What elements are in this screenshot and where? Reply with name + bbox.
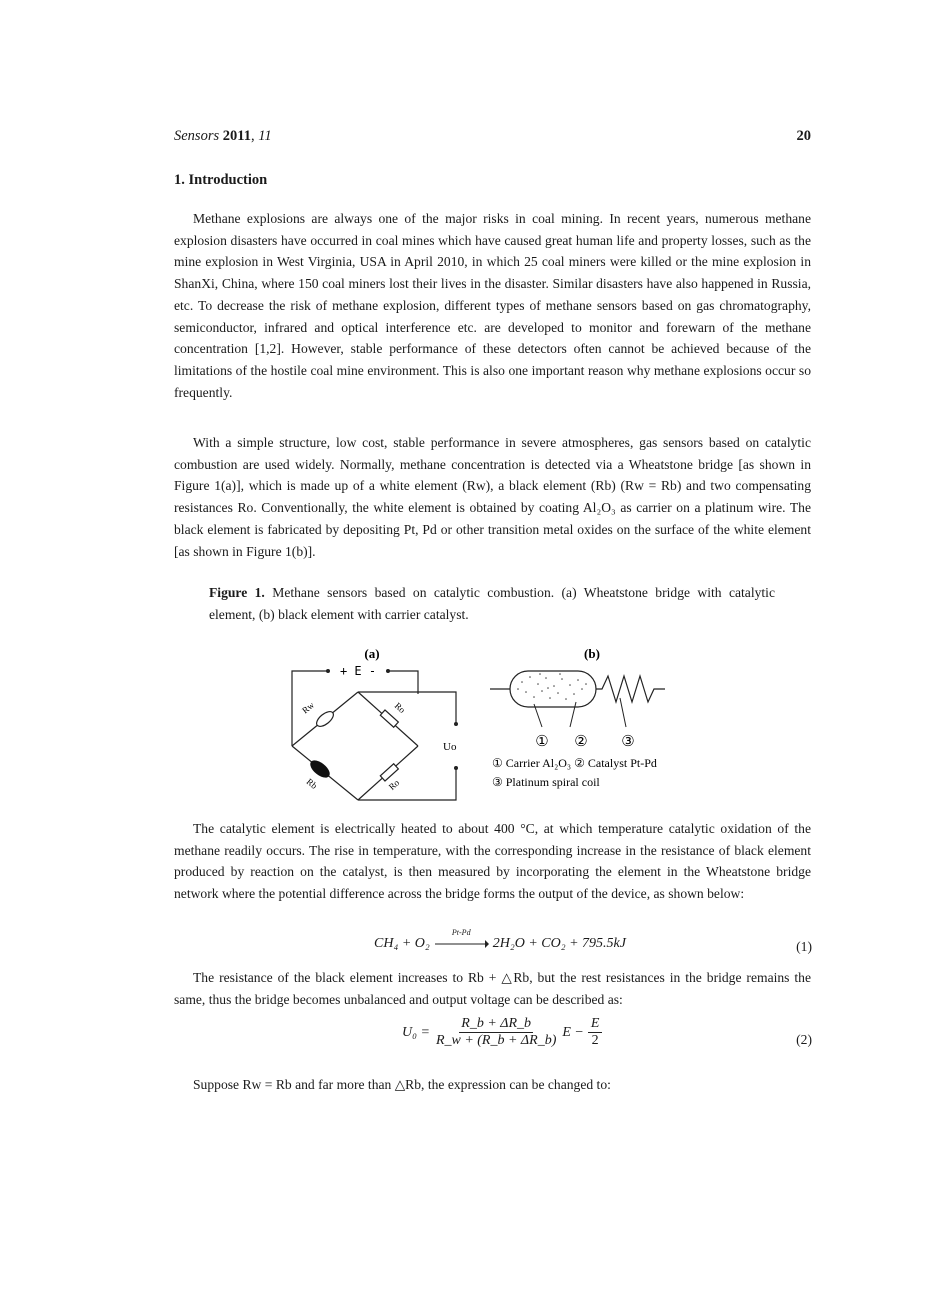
ro-bottom-resistor	[380, 764, 398, 781]
marker-2: ②	[574, 734, 588, 750]
equation-1	[374, 927, 626, 952]
paragraph-intro: Methane explosions are always one of the major risks in coal mining. In recent years, numerous methane explosion disasters have occurred in coal mines which have caused great human life and property losses, such as the mine explosion in West Virginia, USA in April 2010, in which 25 coal miners were killed or the mine explosion in ShanXi, China, where 150 coal miners lost their lives in the disaster. Similar disasters have also happened in Russia, etc. To decrease the risk of methane explosion, different types of methane sensors based on gas chromatography, semiconductor, infrared and optical interference etc. are developed to monitor and forewarn of the methane concentration [1,2]. However, stable performance of these detectors often cannot be achieved because of the limitations of the hostile coal mine environment. This is also one important reason why methane explosions occur so frequently.	[174, 211, 811, 400]
top-wire	[358, 692, 456, 724]
equation-1-number: (1)	[796, 939, 812, 954]
figure-caption	[209, 582, 775, 625]
ro-bottom-label: Ro	[386, 777, 402, 793]
legend-line-1: ① Carrier Al₂O₃ ② Catalyst Pt-Pd	[492, 756, 657, 770]
journal-volume: 11	[258, 128, 272, 144]
eq2-denominator: R_w + (R_b + ΔR_b)	[435, 1033, 557, 1048]
right-wire	[388, 671, 418, 694]
journal-year: 2011	[222, 128, 251, 144]
uo-terminal-top	[454, 722, 458, 726]
marker-1: ①	[535, 734, 549, 750]
source-terminal-plus	[326, 669, 330, 673]
figure-1	[280, 644, 710, 804]
eq2-fraction-2	[588, 1016, 603, 1049]
platinum-coil	[596, 676, 665, 702]
source-terminal-minus	[386, 669, 390, 673]
eq2-frac2-numerator: E	[588, 1016, 603, 1033]
eq1-arrow-label: Pt-Pd	[451, 927, 471, 937]
paragraph-heating: The catalytic element is electrically heated to about 400 °C, at which temperature catalytic oxidation of the methane readily occurs. The rise in temperature, with the corresponding increase in the resistance of black element produced by reaction on the catalyst, is then measured by incorporating the element in the Wheatstone bridge network where the potential difference across the bridge forms the output of the device, as shown below:	[174, 821, 811, 902]
paragraph-suppose: Suppose Rw = Rb and far more than △Rb, the expression can be changed to:	[193, 1077, 611, 1092]
eq2-lhs: U₀ =	[402, 1024, 430, 1040]
ro-top-resistor	[380, 710, 398, 727]
equation-2-number: (2)	[796, 1032, 812, 1047]
uo-label: Uo	[443, 741, 457, 753]
paragraph-catalytic: With a simple structure, low cost, stable performance in severe atmospheres, gas sensors based on catalytic combustion are used widely. Normally, methane concentration is detected via a Wheatstone bridge [as shown in Figure 1(a)], which is made up of a white element (Rw), a black element (Rb) (Rw = Rb) and two compensating resistances Ro. Conventionally, the white element is obtained by coating Al₂O₃ as carrier on a platinum wire. The black element is fabricated by depositing Pt, Pd or other transition metal oxides on the surface of the white element [as shown in Figure 1(b)].	[174, 435, 811, 559]
figure-caption-text: Methane sensors based on catalytic combustion. (a) Wheatstone bridge with catalytic element, (b) black element with carrier catalyst.	[209, 585, 775, 622]
rw-label: Rw	[300, 699, 317, 716]
uo-terminal-bottom	[454, 766, 458, 770]
legend-line-2: ③ Platinum spiral coil	[492, 775, 600, 789]
rw-element	[314, 709, 336, 729]
journal-name: Sensors	[174, 128, 220, 144]
eq1-arrow	[433, 927, 489, 951]
running-header: Sensors 2011, 11	[174, 128, 272, 144]
eq2-frac2-denominator: 2	[591, 1033, 599, 1048]
eq1-lhs: CH₄ + O₂	[374, 936, 430, 951]
marker-3: ③	[621, 734, 635, 750]
paragraph-resistance: The resistance of the black element increases to Rb + △Rb, but the rest resistances in the bridge remains the same, thus the bridge becomes unbalanced and output voltage can be described as:	[174, 970, 811, 1007]
eq2-mid: E −	[562, 1024, 584, 1040]
equation-2	[402, 1016, 602, 1049]
bottom-wire	[358, 768, 456, 800]
rb-label: Rb	[304, 776, 320, 791]
ro-top-label: Ro	[392, 700, 408, 716]
eq2-numerator: R_b + ΔR_b	[461, 1016, 532, 1031]
page-number: 20	[796, 128, 811, 144]
eq1-rhs: 2H₂O + CO₂ + 795.5kJ	[492, 936, 626, 951]
panel-b-label: (b)	[584, 646, 600, 661]
eq2-fraction-1	[434, 1016, 558, 1049]
catalytic-element	[490, 671, 665, 727]
panel-a-label: (a)	[364, 646, 380, 661]
figure-caption-label: Figure 1.	[209, 585, 265, 600]
carrier-bead	[510, 671, 596, 707]
section-title: 1. Introduction	[174, 172, 268, 188]
source-label: + E -	[339, 664, 377, 678]
